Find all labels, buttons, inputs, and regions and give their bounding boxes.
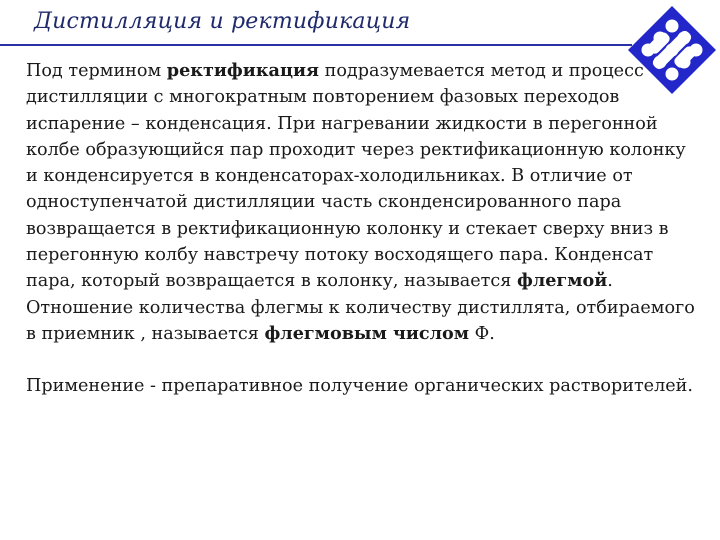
slide-title: Дистилляция и ректификация: [34, 9, 411, 34]
text-segment: Ф.: [469, 323, 495, 344]
text-segment: подразумевается метод и процесс дистилляции с многократным повторением фазовых переходов испарение – конденсация. При нагревании жидкости в перегонной колбе образующийся пар проходит через ректификационную колонку и конденсируется в конденсаторах-холодильниках. В отличие от одноступенчатой дистилляции часть сконденсированного пара возвращается в ректификационную колонку и стекает сверху вниз в перегонную колбу навстречу потоку восходящего пара. Конденсат пара, который возвращается в колонку, называется: [26, 61, 686, 292]
term-rectification: ректификация: [166, 60, 319, 81]
paragraph-application: Применение - препаративное получение органических растворителей.: [26, 376, 693, 397]
slide-body: [26, 58, 698, 400]
text-segment: . Отношение количества флегмы к количеству дистиллята, отбираемого в приемник , называется: [26, 271, 695, 344]
text-segment: Под термином: [26, 61, 167, 81]
paragraph-definition: [26, 58, 698, 347]
term-phlegm: флегмой: [516, 270, 608, 292]
title-underline: [0, 44, 632, 46]
paragraph-gap: [26, 347, 698, 373]
term-reflux-ratio: флегмовым числом: [264, 322, 470, 344]
